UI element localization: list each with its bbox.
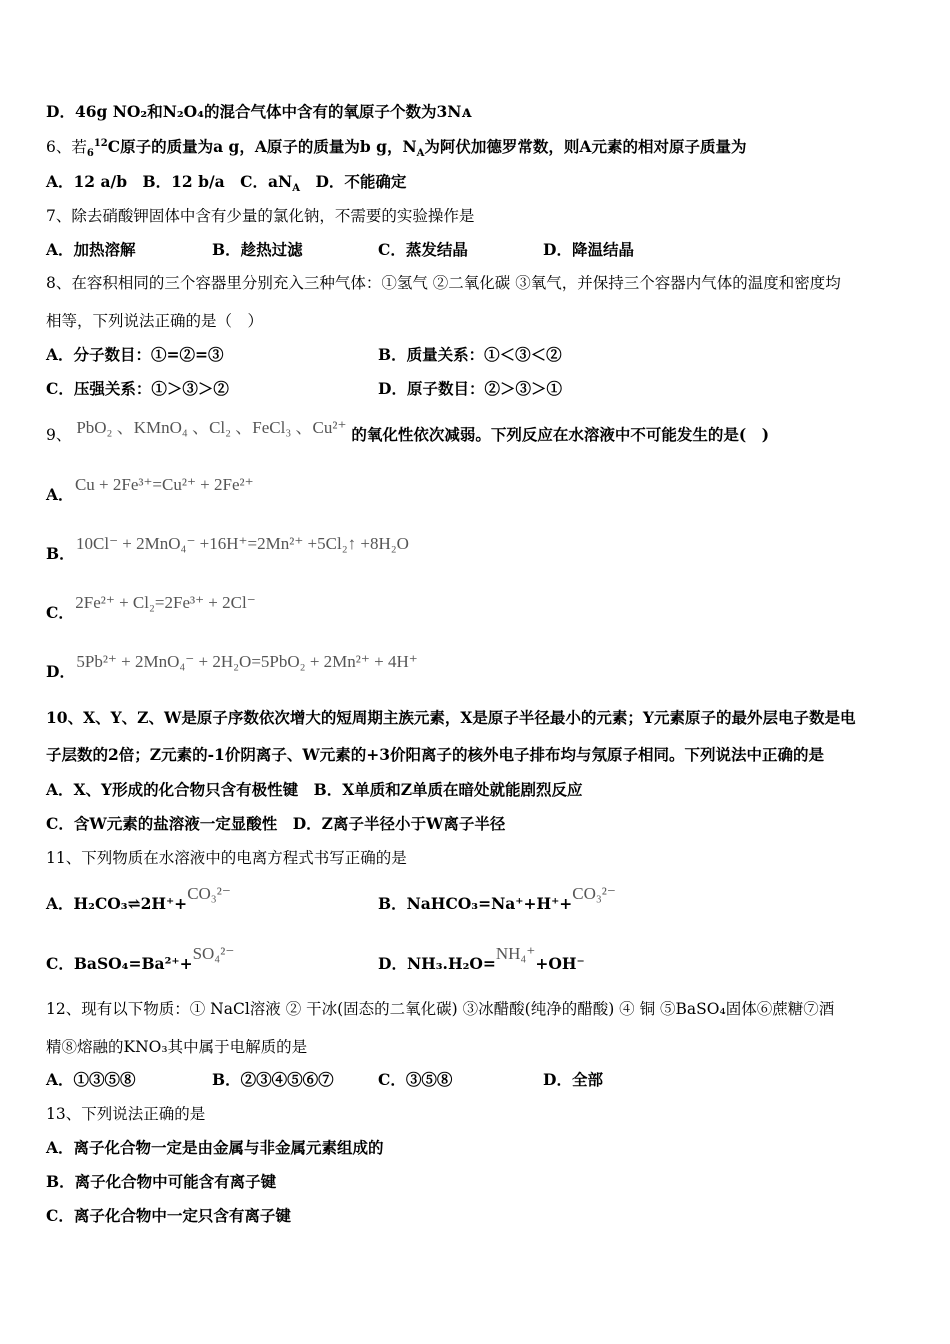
q6-stem-na-sub: A [416,148,425,160]
q6-options-tail: D．不能确定 [299,172,407,191]
q10-stem-line2: 子层数的2倍；Z元素的-1价阴离子、W元素的+3价阳离子的核外电子排布均与氖原子相同。下列说法中正确的是 [46,745,825,764]
q12-option-d: D．全部 [543,1070,603,1089]
q6-stem-sup: 12 [93,137,108,149]
q7-option-d: D．降温结晶 [543,240,634,259]
q9-option-a-label: A． [46,485,74,504]
q7-option-b: B．趁热过滤 [212,240,303,259]
q12-option-a: A．①③⑤⑧ [46,1070,136,1089]
q5-option-d: D．46g NO₂和N₂O₄的混合气体中含有的氧原子个数为3Nᴀ [46,102,472,121]
q12-stem-line2: 精⑧熔融的KNO₃其中属于电解质的是 [46,1038,308,1056]
q9-option-b-equation: 10Cl⁻ + 2MnO₄⁻ +16H⁺=2Mn²⁺ +5Cl₂↑ +8H₂O [76,534,409,553]
q12-option-c: C．③⑤⑧ [378,1070,453,1089]
q9-option-c-label: C． [46,603,74,622]
q7-stem: 7、除去硝酸钾固体中含有少量的氯化钠，不需要的实验操作是 [46,207,475,225]
q11-stem: 11、下列物质在水溶液中的电离方程式书写正确的是 [46,849,407,867]
q12-stem-line1: 12、现有以下物质：① NaCl溶液 ② 干冰(固态的二氧化碳) ③冰醋酸(纯净的醋酸) ④ 铜 ⑤BaSO₄固体⑥蔗糖⑦酒 [46,1000,835,1018]
q11-option-c-text: C．BaSO₄=Ba²⁺+ [46,954,193,973]
q9-number: 9、 [46,426,72,444]
q11-option-c-ion: SO₄²⁻ [192,944,235,963]
q11-option-d-ion: NH₄⁺ [495,944,536,963]
q13-option-a: A．离子化合物一定是由金属与非金属元素组成的 [46,1138,384,1157]
q11-option-a-ion: CO₃²⁻ [187,884,231,903]
q8-option-c: C．压强关系：①＞③＞② [46,379,229,398]
q11-option-d-text: D．NH₃.H₂O= [378,954,496,973]
q11-option-b-ion: CO₃²⁻ [572,884,616,903]
q9-option-d-equation: 5Pb²⁺ + 2MnO₄⁻ + 2H₂O=5PbO₂ + 2Mn²⁺ + 4H⁺ [76,652,418,671]
q8-stem-line2: 相等，下列说法正确的是（ ） [46,312,264,330]
q9-option-b [46,534,413,564]
q9-stem-text: 的氧化性依次减弱。下列反应在水溶液中不可能发生的是( ) [351,425,770,444]
q13-option-c: C．离子化合物中一定只含有离子键 [46,1206,291,1225]
q6-stem-sub: 6 [86,148,94,160]
q11-option-b [378,884,616,914]
q8-option-d: D．原子数目：②＞③＞① [378,379,562,398]
q11-option-d-tail: +OH⁻ [535,954,585,973]
q6-options-sub: A [292,183,300,195]
q9-option-a-equation: Cu + 2Fe³⁺=Cu²⁺ + 2Fe²⁺ [74,475,254,494]
q6-stem-na: N [402,137,417,156]
q9-option-c-equation: 2Fe²⁺ + Cl₂=2Fe³⁺ + 2Cl⁻ [75,593,256,612]
q11-option-a [46,884,231,914]
q7-option-c: C．蒸发结晶 [378,240,468,259]
q12-option-b: B．②③④⑤⑥⑦ [212,1070,334,1089]
q9-option-b-label: B． [46,544,75,563]
q9-option-c [46,593,260,623]
q9-option-d-label: D． [46,662,75,681]
q10-options-ab: A．X、Y形成的化合物只含有极性键 B．X单质和Z单质在暗处就能剧烈反应 [46,780,583,799]
q6-stem-tail: 为阿伏加德罗常数，则A元素的相对原子质量为 [424,137,747,156]
q11-option-b-text: B．NaHCO₃=Na⁺+H⁺+ [378,894,573,913]
q8-option-a: A．分子数目：①=②=③ [46,345,224,364]
q6-options-text: A．12 a/b B．12 b/a C．aN [46,172,293,191]
q8-stem-line1: 8、在容积相同的三个容器里分别充入三种气体：①氢气 ②二氧化碳 ③氧气，并保持三个容器内气体的温度和密度均 [46,274,841,292]
q10-stem-line1: 10、X、Y、Z、W是原子序数依次增大的短周期主族元素，X是原子半径最小的元素；Y元素原子的最外层电子数是电 [46,708,856,727]
q9-species-formula: PbO₂ 、KMnO₄ 、Cl₂ 、FeCl₃ 、Cu²⁺ [76,418,347,437]
q10-options-cd: C．含W元素的盐溶液一定显酸性 D．Z离子半径小于W离子半径 [46,814,506,833]
q6-options [46,172,407,195]
q7-option-a: A．加热溶解 [46,240,136,259]
q13-stem: 13、下列说法正确的是 [46,1105,206,1123]
q6-stem-mid: C原子的质量为a g，A原子的质量为b g， [107,137,403,156]
q9-option-d [46,652,422,682]
q8-option-b: B．质量关系：①＜③＜② [378,345,562,364]
q11-option-c [46,944,235,974]
q11-option-d [378,944,585,974]
q9-option-a [46,475,258,505]
q6-stem-prefix: 6、若 [46,138,87,156]
q9-stem [46,418,770,445]
q13-option-b: B．离子化合物中可能含有离子键 [46,1172,277,1191]
q11-option-a-text: A．H₂CO₃⇌2H⁺+ [46,894,188,913]
q6-stem [46,137,747,160]
